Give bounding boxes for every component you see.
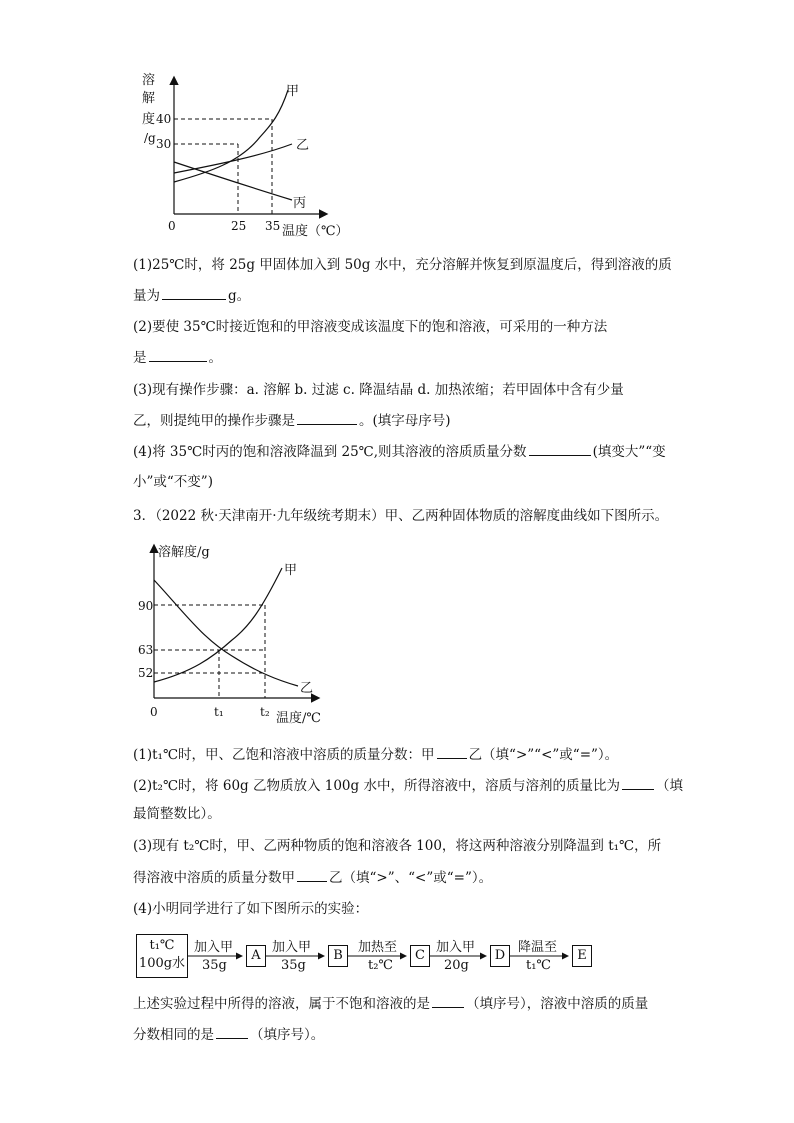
series-label-yi: 乙 bbox=[300, 681, 314, 696]
q2-part4-line2: 小”或“不变”) bbox=[133, 474, 213, 490]
q2-part3-suffix: 。(填字母序号) bbox=[359, 413, 451, 429]
q2-part2-line2 bbox=[133, 348, 222, 367]
flow-step-label-bottom: 35g bbox=[281, 958, 306, 973]
q2-part2-line1: (2)要使 35℃时接近饱和的甲溶液变成该温度下的饱和溶液，可采用的一种方法 bbox=[133, 319, 608, 335]
q3-part3-prefix: 得溶液中溶质的质量分数甲 bbox=[133, 870, 295, 886]
solubility-chart-1 bbox=[130, 72, 360, 242]
y-tick-30: 30 bbox=[156, 137, 172, 151]
curve-yi bbox=[154, 580, 298, 686]
flow-start-water: 100g水 bbox=[138, 956, 186, 971]
q3-part3-line2 bbox=[133, 868, 492, 887]
q2-part1-prefix: 量为 bbox=[133, 288, 160, 304]
q3-part3-suffix: 乙（填“>”、“<”或“=”）。 bbox=[329, 870, 493, 886]
answer-blank[interactable] bbox=[149, 348, 207, 362]
x-tick-25: 25 bbox=[231, 219, 247, 233]
q3-part2-suffix: （填 bbox=[655, 778, 683, 794]
flow-step-label-top: 加热至 bbox=[358, 940, 398, 955]
experiment-flow bbox=[136, 932, 596, 980]
series-label-bing: 丙 bbox=[293, 196, 307, 211]
q3-after-line1 bbox=[133, 994, 648, 1013]
flow-step-label-top: 降温至 bbox=[518, 940, 558, 955]
flow-step-label-bottom: 20g bbox=[444, 958, 469, 973]
flow-step-label-bottom: 35g bbox=[202, 958, 227, 973]
y-tick-90: 90 bbox=[138, 599, 154, 613]
x-tick-t2: t₂ bbox=[260, 705, 270, 719]
flow-step-label-top: 加入甲 bbox=[436, 940, 476, 955]
solubility-chart-2 bbox=[132, 540, 342, 730]
flow-step-label-top: 加入甲 bbox=[272, 940, 312, 955]
q3-part4: (4)小明同学进行了如下图所示的实验： bbox=[133, 901, 369, 917]
x-tick-t1: t₁ bbox=[214, 705, 224, 719]
answer-blank[interactable] bbox=[297, 411, 357, 425]
flow-box-d: D bbox=[490, 945, 510, 967]
q3-part2-prefix: (2)t₂℃时，将 60g 乙物质放入 100g 水中，所得溶液中，溶质与溶剂的质量比为 bbox=[133, 778, 620, 794]
answer-blank[interactable] bbox=[297, 868, 327, 882]
q3-part2-line2: 最简整数比）。 bbox=[133, 806, 221, 822]
answer-blank[interactable] bbox=[216, 1025, 248, 1039]
q3-part1-prefix: (1)t₁℃时，甲、乙饱和溶液中溶质的质量分数：甲 bbox=[133, 747, 435, 763]
curve-yi bbox=[174, 144, 292, 173]
q2-part1-suffix: g。 bbox=[228, 288, 251, 304]
y-label-char-1: 溶 bbox=[142, 73, 156, 88]
q2-part4-line1 bbox=[133, 442, 666, 461]
flow-box-a: A bbox=[246, 945, 266, 967]
flow-box-e: E bbox=[572, 945, 592, 967]
q3-part1 bbox=[133, 745, 618, 764]
q3-after2-suffix: （填序号）。 bbox=[250, 1027, 325, 1043]
answer-blank[interactable] bbox=[162, 286, 226, 300]
y-unit: /g bbox=[144, 131, 156, 145]
y-label-char-3: 度 bbox=[142, 112, 156, 127]
curve-jia bbox=[154, 568, 282, 682]
answer-blank[interactable] bbox=[622, 776, 654, 790]
q3-after-suffix: （填序号），溶液中溶质的质量 bbox=[466, 996, 649, 1012]
curve-bing bbox=[174, 162, 292, 200]
q2-part3-line2 bbox=[133, 411, 451, 430]
q3-part1-suffix: 乙（填“>”“<”或“=”）。 bbox=[468, 747, 619, 763]
x-axis-label: 温度（℃） bbox=[282, 224, 349, 239]
answer-blank[interactable] bbox=[437, 745, 467, 759]
x-tick-0: 0 bbox=[168, 219, 176, 233]
flow-step-label-bottom: t₂℃ bbox=[368, 958, 393, 973]
q2-part4-prefix: (4)将 35℃时丙的饱和溶液降温到 25℃,则其溶液的溶质质量分数 bbox=[133, 444, 527, 460]
y-tick-40: 40 bbox=[156, 112, 172, 126]
answer-blank[interactable] bbox=[432, 994, 464, 1008]
series-label-yi: 乙 bbox=[296, 138, 310, 153]
y-tick-63: 63 bbox=[138, 643, 154, 657]
flow-step-label-top: 加入甲 bbox=[194, 940, 234, 955]
q3-after-line2 bbox=[133, 1025, 324, 1044]
y-axis-label: 溶解度/g bbox=[158, 545, 210, 560]
q3-part3-line1: (3)现有 t₂℃时，甲、乙两种物质的饱和溶液各 100，将这两种溶液分别降温到 t₁℃，所 bbox=[133, 838, 662, 854]
q3-after-prefix: 上述实验过程中所得的溶液，属于不饱和溶液的是 bbox=[133, 996, 430, 1012]
q2-part3-prefix: 乙，则提纯甲的操作步骤是 bbox=[133, 413, 295, 429]
x-tick-0: 0 bbox=[150, 705, 158, 719]
x-tick-35: 35 bbox=[265, 219, 281, 233]
flow-box-c: C bbox=[410, 945, 430, 967]
answer-blank[interactable] bbox=[529, 442, 591, 456]
y-tick-52: 52 bbox=[138, 666, 154, 680]
q2-part2-suffix: 。 bbox=[208, 350, 222, 366]
flow-step-label-bottom: t₁℃ bbox=[526, 958, 551, 973]
q2-part4-suffix: (填变大”“变 bbox=[592, 444, 666, 460]
q3-intro: 3．（2022 秋·天津南开·九年级统考期末）甲、乙两种固体物质的溶解度曲线如下图所示。 bbox=[133, 508, 669, 524]
q3-part2-line1 bbox=[133, 776, 683, 795]
y-label-char-2: 解 bbox=[142, 91, 156, 106]
series-label-jia: 甲 bbox=[286, 84, 300, 99]
flow-start-temp: t₁℃ bbox=[149, 938, 175, 953]
q3-after2-prefix: 分数相同的是 bbox=[133, 1027, 214, 1043]
series-label-jia: 甲 bbox=[284, 563, 298, 578]
q2-part3-line1: (3)现有操作步骤：a. 溶解 b. 过滤 c. 降温结晶 d. 加热浓缩；若甲固体中含有少量 bbox=[133, 382, 624, 398]
flow-box-b: B bbox=[328, 945, 348, 967]
x-axis-label: 温度/℃ bbox=[276, 711, 321, 726]
q2-part1-line1: (1)25℃时，将 25g 甲固体加入到 50g 水中，充分溶解并恢复到原温度后，得到溶液的质 bbox=[133, 257, 672, 273]
q2-part2-prefix: 是 bbox=[133, 350, 147, 366]
q2-part1-line2 bbox=[133, 286, 250, 305]
